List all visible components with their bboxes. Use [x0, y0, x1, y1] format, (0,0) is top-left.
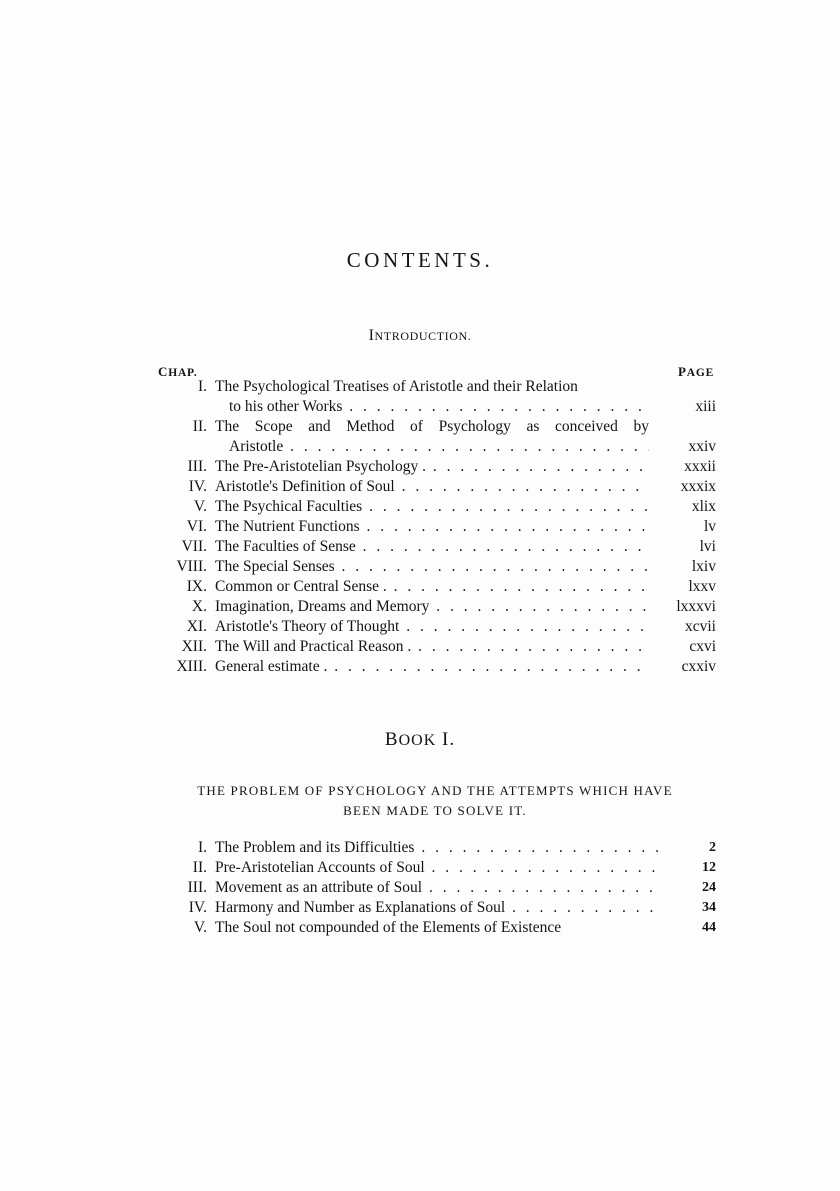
- chapter-number: VIII.: [176, 558, 207, 575]
- toc-entry: [0, 497, 840, 517]
- page-number: cxvi: [689, 638, 716, 655]
- chapter-number: X.: [191, 598, 207, 615]
- toc-entry: [0, 457, 840, 477]
- book-subtitle: [170, 781, 700, 821]
- page-number: 24: [702, 880, 716, 895]
- book-toc: [0, 838, 840, 938]
- chapter-title: General estimate . . .: [215, 657, 649, 677]
- toc-entry: [0, 437, 840, 457]
- chap-column-label: CHAP.: [158, 364, 198, 379]
- toc-entry: [0, 657, 840, 677]
- chapter-number: XIII.: [176, 658, 207, 675]
- chapter-title: The Psychological Treatises of Aristotle and their Relation: [215, 378, 578, 395]
- chapter-number: III.: [187, 879, 207, 896]
- toc-entry: [0, 477, 840, 497]
- page-number: 12: [702, 860, 716, 875]
- page-number: lxiv: [691, 558, 716, 575]
- introduction-heading: INTRODUCTION.: [368, 327, 472, 344]
- page-column-label: PAGE: [678, 364, 715, 379]
- chapter-number: I.: [197, 378, 207, 395]
- chapter-number: IV.: [188, 478, 207, 495]
- toc-entry: [0, 517, 840, 537]
- book-subtitle-line: BEEN MADE TO SOLVE IT.: [343, 803, 527, 818]
- toc-entry: [0, 617, 840, 637]
- chapter-title: Aristotle's Definition of Soul . .: [215, 477, 649, 497]
- chapter-title: The Faculties of Sense . .: [215, 537, 649, 557]
- chapter-title-continued: to his other Works . .: [229, 397, 649, 417]
- page-number: xxxix: [680, 478, 716, 495]
- toc-entry: [0, 557, 840, 577]
- chapter-title: The Pre-Aristotelian Psychology . . .: [215, 457, 649, 477]
- toc-entry: [0, 417, 840, 437]
- page-number: xcvii: [685, 618, 716, 635]
- toc-entry: [0, 898, 840, 918]
- chapter-title: Movement as an attribute of Soul . .: [215, 878, 663, 898]
- chapter-number: IV.: [188, 899, 207, 916]
- chapter-number: II.: [192, 859, 207, 876]
- page-title: CONTENTS.: [346, 248, 494, 272]
- chapter-title: Harmony and Number as Explanations of Soul . .: [215, 898, 663, 918]
- chapter-number: XII.: [181, 638, 207, 655]
- chapter-title: The Scope and Method of Psychology as conceived by: [215, 418, 649, 435]
- chapter-title: The Will and Practical Reason . . .: [215, 637, 649, 657]
- chapter-number: II.: [192, 418, 207, 435]
- chapter-title: Aristotle's Theory of Thought . .: [215, 617, 649, 637]
- chapter-number: V.: [193, 498, 207, 515]
- chapter-title-continued: Aristotle . .: [229, 437, 649, 457]
- chapter-title: The Psychical Faculties . .: [215, 497, 649, 517]
- page-number: lvi: [699, 538, 716, 555]
- toc-entry: [0, 537, 840, 557]
- chapter-number: VII.: [181, 538, 207, 555]
- page-number: lxxv: [688, 578, 716, 595]
- page-number: xxxii: [684, 458, 716, 475]
- page-number: 2: [709, 840, 716, 855]
- page-number: xiii: [695, 398, 716, 415]
- chapter-title: Imagination, Dreams and Memory . .: [215, 597, 649, 617]
- book-subtitle-line: THE PROBLEM OF PSYCHOLOGY AND THE ATTEMPTS WHICH HAVE: [197, 783, 673, 798]
- toc-entry: [0, 377, 840, 397]
- toc-entry: [0, 397, 840, 417]
- page-number: 44: [702, 920, 716, 935]
- toc-entry: [0, 878, 840, 898]
- chapter-title: Pre-Aristotelian Accounts of Soul . .: [215, 858, 663, 878]
- toc-entry: [0, 858, 840, 878]
- chapter-number: V.: [193, 919, 207, 936]
- toc-entry: [0, 597, 840, 617]
- chapter-title: Common or Central Sense . . .: [215, 577, 649, 597]
- chapter-number: IX.: [186, 578, 207, 595]
- chapter-number: III.: [187, 458, 207, 475]
- page-number: xlix: [691, 498, 716, 515]
- chapter-title: The Special Senses . .: [215, 557, 649, 577]
- book-title: BOOK I.: [384, 729, 456, 750]
- chapter-title: The Nutrient Functions . .: [215, 517, 649, 537]
- chapter-number: I.: [197, 839, 207, 856]
- chapter-number: XI.: [186, 618, 207, 635]
- page-number: xxiv: [688, 438, 716, 455]
- toc-entry: [0, 637, 840, 657]
- toc-entry: [0, 918, 840, 938]
- page-number: cxxiv: [681, 658, 716, 675]
- toc-entry: [0, 838, 840, 858]
- page-number: lv: [703, 518, 716, 535]
- chapter-title: The Problem and its Difficulties . .: [215, 838, 663, 858]
- page-number: lxxxvi: [676, 598, 716, 615]
- introduction-toc: [0, 377, 840, 677]
- chapter-title: The Soul not compounded of the Elements of Existence: [215, 919, 562, 936]
- toc-entry: [0, 577, 840, 597]
- page-number: 34: [702, 900, 716, 915]
- chapter-number: VI.: [186, 518, 207, 535]
